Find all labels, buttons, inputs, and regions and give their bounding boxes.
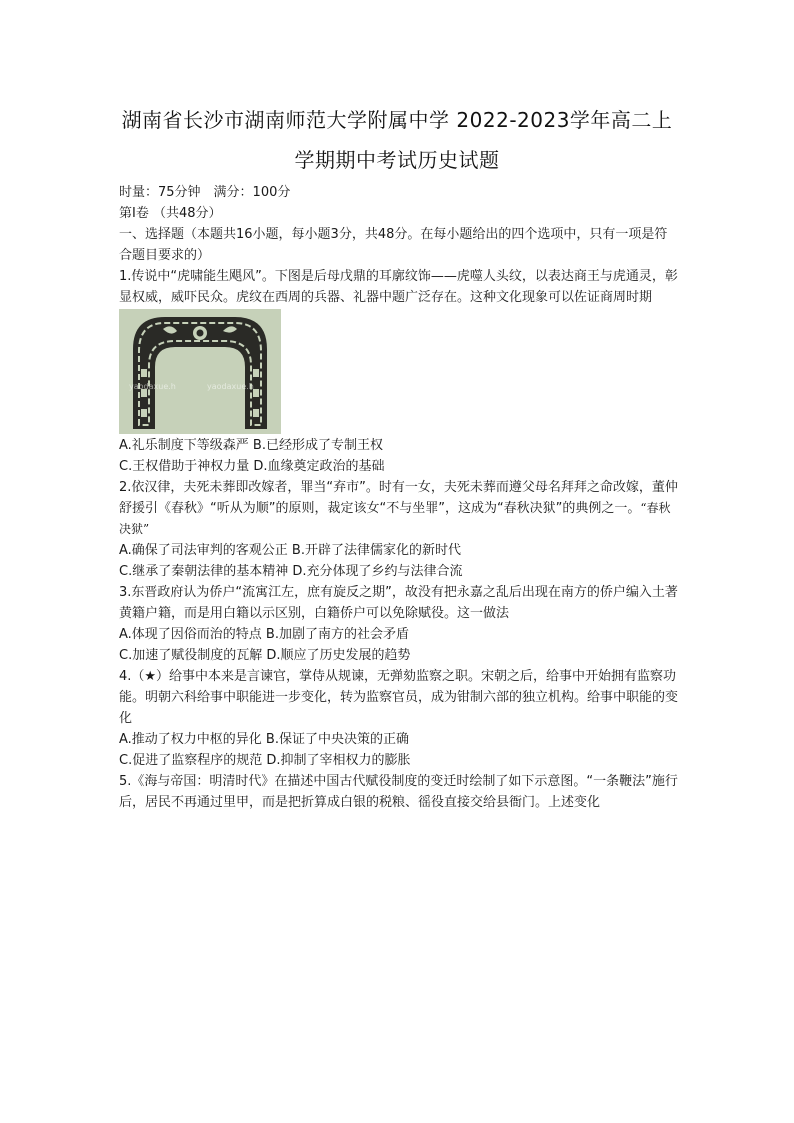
question-4-stem: 4.（★）给事中本来是言谏官，掌侍从规谏，无弹劾监察之职。宋朝之后，给事中开始拥有监察功能。明朝六科给事中职能进一步变化，转为监察官员，成为钳制六部的独立机构。给事中职能的变化 [119,669,679,726]
question-2-stem-text: 2.依汉律，夫死未葬即改嫁者，罪当“弃市”。时有一女，夫死未葬而遵父母名拜拜之命改嫁，董仲舒援引《春秋》“听从为顺”的原则，裁定该女“不与坐罪”，这成为“春秋决狱”的典例之一。 [119,480,678,516]
question-2-option-line-2: C.继承了秦朝法律的基本精神 D.充分体现了乡约与法律合流 [119,564,463,579]
question-2-stem-tail: “春秋决狱” [119,501,671,536]
part-heading: 第Ⅰ卷 （共48分） [119,206,222,221]
question-1-option-line-1: A.礼乐制度下等级森严 B.已经形成了专制王权 [119,438,383,453]
tiger-pattern-figure [119,309,281,434]
figure-watermark: yaodaxue.h [129,382,176,391]
document-title-line-1: 湖南省长沙市湖南师范大学附属中学 2022-2023学年高二上 [121,108,673,132]
section-intro: 一、选择题（本题共16小题，每小题3分，共48分。在每小题给出的四个选项中，只有一项是符合题目要求的） [119,227,668,263]
document-title-line-2: 学期期中考试历史试题 [294,148,500,172]
question-3-stem: 3.东晋政府认为侨户“流寓江左，庶有旋反之期”，故没有把永嘉之乱后出现在南方的侨户编入土著黄籍户籍，而是用白籍以示区别，白籍侨户可以免除赋役。这一做法 [119,585,678,621]
question-3-option-line-2: C.加速了赋役制度的瓦解 D.顺应了历史发展的趋势 [119,648,411,663]
question-4-option-line-2: C.促进了监察程序的规范 D.抑制了宰相权力的膨胀 [119,753,411,768]
question-5-stem: 5.《海与帝国：明清时代》在描述中国古代赋役制度的变迁时绘制了如下示意图。“一条鞭法”施行后，居民不再通过里甲，而是把折算成白银的税粮、徭役直接交给县衙门。上述变化 [119,774,678,810]
question-2-stem [119,477,679,540]
question-1-stem: 1.传说中“虎啸能生飓风”。下图是后母戊鼎的耳廓纹饰——虎噬人头纹，以表达商王与虎通灵，彰显权威，威吓民众。虎纹在西周的兵器、礼器中题广泛存在。这种文化现象可以佐证商周时期 [119,269,678,305]
exam-time-score: 时量：75分钟 满分：100分 [119,185,291,200]
question-3-option-line-1: A.体现了因俗而治的特点 B.加剧了南方的社会矛盾 [119,627,409,642]
question-4-option-line-1: A.推动了权力中枢的异化 B.保证了中央决策的正确 [119,732,409,747]
question-1-option-line-2: C.王权借助于神权力量 D.血缘奠定政治的基础 [119,459,385,474]
figure-watermark: yaodaxue.h [207,382,254,391]
question-2-option-line-1: A.确保了司法审判的客观公正 B.开辟了法律儒家化的新时代 [119,543,461,558]
document-body [119,182,679,813]
